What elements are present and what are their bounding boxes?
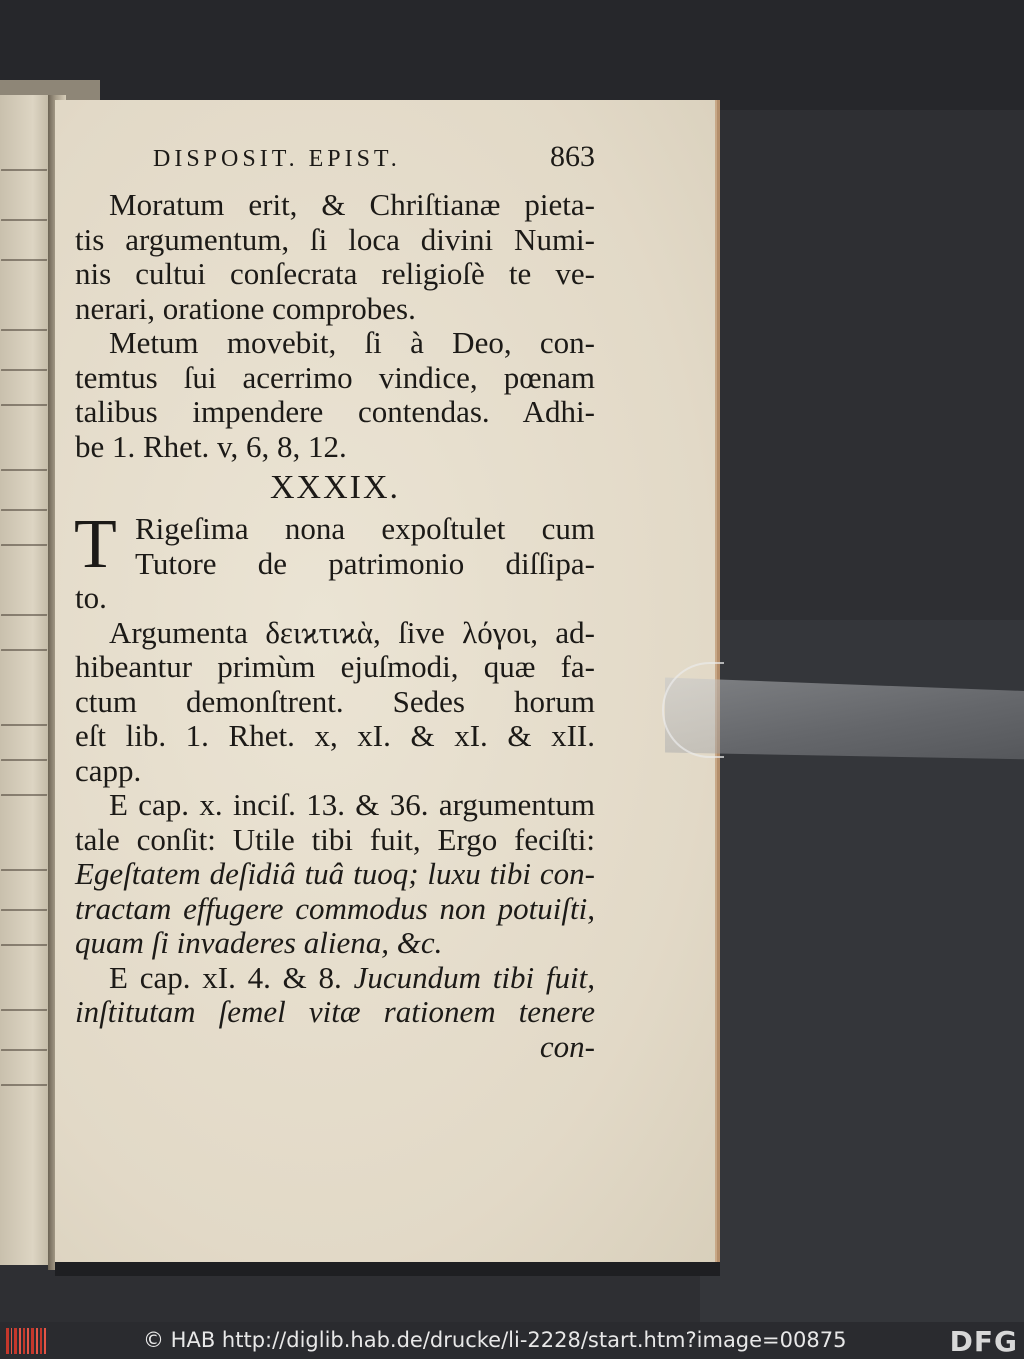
text-line: tale conſit: Utile tibi fuit, Ergo feciſti: xyxy=(75,821,595,857)
dfg-logo: DFG xyxy=(949,1325,1018,1358)
text-line: Rigeſima nona expoſtulet cum xyxy=(135,511,595,546)
paragraph-5 xyxy=(75,788,595,961)
facing-page-edge xyxy=(0,95,55,1265)
text-line xyxy=(75,961,595,996)
page-header xyxy=(75,140,595,188)
page-shadow xyxy=(55,1262,720,1276)
paragraph-3 xyxy=(74,506,595,616)
text-line: talibus impendere contendas. Adhi- xyxy=(75,394,595,429)
paragraph-1 xyxy=(75,188,595,326)
text-line: hibeantur primùm ejuſmodi, quæ fa- xyxy=(75,649,595,684)
copyright-link[interactable]: © HAB http://diglib.hab.de/drucke/li-2228/start.htm?image=00875 xyxy=(143,1328,847,1352)
text-line: tis argumentum, ſi loca divini Numi- xyxy=(75,221,595,257)
text-line: nis cultui conſecrata religioſè te ve- xyxy=(75,256,595,291)
text-line: be 1. Rhet. v, 6, 8, 12. xyxy=(75,428,347,464)
text-line: ctum demonſtrent. Sedes horum xyxy=(75,683,595,719)
book-page xyxy=(55,100,715,1270)
paragraph-4 xyxy=(75,616,595,789)
footer-bar xyxy=(0,1322,1024,1359)
drop-cap: T xyxy=(74,506,117,583)
text-line-italic: quam ſi invaderes aliena, &c. xyxy=(75,925,443,960)
text-line: temtus ſui acerrimo vindice, pœnam xyxy=(75,359,595,395)
text-line: capp. xyxy=(75,752,142,788)
text-line-italic: tractam effugere commodus non potuiſti, xyxy=(75,890,595,926)
text-line: Tutore de patrimonio diſſipa- xyxy=(135,545,595,581)
text-line: Metum movebit, ſi à Deo, con- xyxy=(109,325,595,360)
text-run-italic: Jucundum tibi fuit, xyxy=(353,959,596,995)
page-number: 863 xyxy=(550,140,595,173)
paragraph-6 xyxy=(75,961,595,1065)
text-line: eſt lib. 1. Rhet. x, xI. & xI. & xII. xyxy=(75,718,595,753)
text-line: nerari, oratione comprobes. xyxy=(75,290,416,326)
section-number: XXXIX. xyxy=(269,469,401,506)
running-head: DISPOSIT. EPIST. xyxy=(153,146,401,172)
paragraph-2 xyxy=(75,326,595,464)
text-run: E cap. xI. 4. & 8. xyxy=(109,959,342,995)
text-line: Argumenta δειϰτιϰὰ, ſive λόγοι, ad- xyxy=(109,614,595,650)
text-line-italic: Egeſtatem deſidiâ tuâ tuoq; luxu tibi con- xyxy=(75,856,595,891)
text-line-italic: inſtitutam ſemel vitæ rationem tenere xyxy=(75,994,595,1029)
text-line: E cap. x. inciſ. 13. & 36. argumentum xyxy=(109,787,595,822)
text-line: Moratum erit, & Chriſtianæ pieta- xyxy=(109,187,595,222)
catchword: con- xyxy=(539,1028,595,1064)
barcode-icon xyxy=(6,1328,46,1354)
page-text xyxy=(75,140,595,1064)
background-dark xyxy=(0,0,1024,110)
text-line: to. xyxy=(75,580,107,615)
